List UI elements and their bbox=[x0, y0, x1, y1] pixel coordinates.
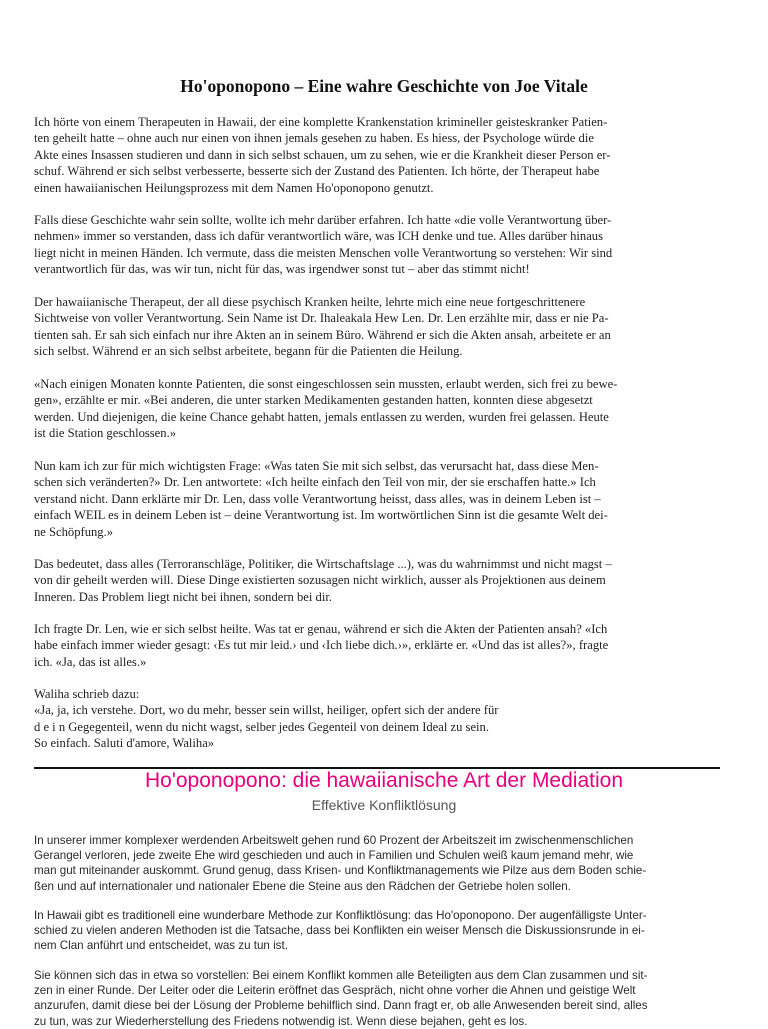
text-line: Ich fragte Dr. Len, wie er sich selbst heilte. Was tat er genau, während er sich die Akten der Patienten ansah? «Ich bbox=[34, 622, 608, 636]
text-line: habe einfach immer wieder gesagt: ‹Es tut mir leid.› und ‹Ich liebe dich.›», erklärte er. «Und das ist alles?», fragte bbox=[34, 638, 609, 653]
text-line: Der hawaiianische Therapeut, der all diese psychisch Kranken heilte, lehrte mich eine neue fortgeschrittenere bbox=[34, 295, 586, 309]
text-line: nehmen» immer so verstanden, dass ich dafür verantwortlich wäre, was ICH denke und tue. Alles darüber hinaus bbox=[34, 229, 603, 244]
text-line: Sie können sich das in etwa so vorstellen: Bei einem Konflikt kommen alle Beteiligten aus dem Clan zusammen und sit- bbox=[34, 969, 648, 982]
text-line: schied zu vielen anderen Methoden ist die Tatsache, dass bei Konflikten ein weiser Mensch die Diskussionsrunde in ei- bbox=[34, 924, 645, 938]
text-line: schuf. Während er sich selbst verbesserte, besserte sich der Zustand des Patienten. Ich hörte, der Therapeut habe bbox=[34, 164, 600, 179]
text-line: Ich hörte von einem Therapeuten in Hawaii, der eine komplette Krankenstation krimineller geisteskranker Patien- bbox=[34, 115, 608, 129]
text-line: tienten sah. Er sah sich einfach nur ihre Akten an in seinem Büro. Während er sich die Akten ansah, arbeitete er an bbox=[34, 327, 611, 342]
story-paragraph-5 bbox=[34, 458, 734, 540]
text-line: man gut miteinander auskommt. Grund genug, dass Krisen- und Konfliktmanagements wie Pilze aus dem Boden schie- bbox=[34, 864, 647, 878]
text-line: ich. «Ja, das ist alles.» bbox=[34, 654, 147, 669]
text-line: einen hawaiianischen Heilungsprozess mit dem Namen Ho'oponopono genutzt. bbox=[34, 180, 434, 195]
text-line: ten geheilt hatte – ohne auch nur einen von ihnen jemals gesehen zu haben. Es hiess, der Psychologe würde die bbox=[34, 131, 594, 146]
text-line: In Hawaii gibt es traditionell eine wunderbare Methode zur Konfliktlösung: das Ho'oponopono. Der augenfälligste Unter- bbox=[34, 909, 647, 922]
story-title: Ho'oponopono – Eine wahre Geschichte von Joe Vitale bbox=[180, 76, 588, 96]
article-paragraph-3 bbox=[34, 968, 734, 1029]
text-line: In unserer immer komplexer werdenden Arbeitswelt gehen rund 60 Prozent der Arbeitszeit im zwischenmenschlichen bbox=[34, 834, 634, 847]
text-line: von dir geheilt werden will. Diese Dinge existierten sozusagen nicht wirklich, ausser als Projektionen aus deinem bbox=[34, 573, 606, 588]
text-line: Akte eines Insassen studieren und dann in sich selbst schauen, um zu sehen, wie er die Krankheit dieser Person er- bbox=[34, 147, 611, 162]
text-line: liegt nicht in meinen Händen. Ich vermute, dass die meisten Menschen volle Verantwortung so verstehen: Wir sind bbox=[34, 245, 613, 260]
text-line: Sichtweise von voller Verantwortung. Sein Name ist Dr. Ihaleakala Hew Len. Dr. Len erzählte mir, dass er nie Pa- bbox=[34, 311, 609, 326]
text-line: zu tun, was zur Wiederherstellung des Friedens notwendig ist. Wenn diese bejahen, geht es los. bbox=[34, 1014, 528, 1028]
article-subtitle: Effektive Konfliktlösung bbox=[311, 797, 457, 813]
text-line: Inneren. Das Problem liegt nicht bei ihnen, sondern bei dir. bbox=[34, 589, 332, 604]
text-line: zen in einer Runde. Der Leiter oder die Leiterin eröffnet das Gespräch, nicht ohne vorher die Ahnen und geistige Welt bbox=[34, 984, 636, 998]
text-line: ßen und auf internationaler und nationaler Ebene die Steine aus den Rädchen der Getriebe holen sollen. bbox=[34, 879, 571, 893]
story-paragraph-6 bbox=[34, 556, 734, 605]
text-line: verstand nicht. Dann erklärte mir Dr. Len, dass volle Verantwortung heisst, dass alles, was in deinem Leben ist – bbox=[34, 491, 601, 506]
text-line: werden. Und diejenigen, die keine Chance gehabt hatten, jemals entlassen zu werden, wurden frei gelassen. Heute bbox=[34, 409, 609, 424]
story-paragraph-8 bbox=[34, 686, 734, 752]
text-line: Das bedeutet, dass alles (Terroranschläge, Politiker, die Wirtschaftslage ...), was du wahrnimmst und nicht magst – bbox=[34, 557, 612, 571]
text-line: «Ja, ja, ich verstehe. Dort, wo du mehr, besser sein willst, heiliger, opfert sich der andere für bbox=[34, 703, 499, 718]
text-line: gen», erzählte er mir. «Bei anderen, die unter starken Medikamenten gestanden hatten, konnten diese abgesetzt bbox=[34, 393, 593, 408]
story-paragraph-1 bbox=[34, 114, 734, 196]
text-line: «Nach einigen Monaten konnte Patienten, die sonst eingeschlossen sein mussten, erlaubt werden, sich frei zu bewe- bbox=[34, 377, 618, 391]
story-paragraph-7 bbox=[34, 621, 734, 670]
text-line: einfach WEIL es in deinem Leben ist – deine Verantwortung ist. Im wortwörtlichen Sinn ist die gesamte Welt dei- bbox=[34, 508, 608, 523]
text-line: d e i n Gegegenteil, wenn du nicht wagst, selber jedes Gegenteil von deinem Ideal zu sein. bbox=[34, 719, 489, 734]
text-line: Waliha schrieb dazu: bbox=[34, 687, 140, 701]
story-paragraph-3 bbox=[34, 294, 734, 360]
text-line: ist die Station geschlossen.» bbox=[34, 426, 177, 441]
article-paragraph-1 bbox=[34, 833, 734, 894]
story-paragraph-2 bbox=[34, 212, 734, 278]
text-line: schen sich veränderten?» Dr. Len antwortete: «Ich heilte einfach den Teil von mir, der sie erschaffen hatte.» Ich bbox=[34, 475, 596, 490]
article-title: Ho'oponopono: die hawaiianische Art der Mediation bbox=[145, 769, 623, 792]
text-line: anzurufen, damit diese bei der Lösung der Probleme behilflich sind. Dann fragt er, ob alle Anwesenden bereit sind, alles bbox=[34, 999, 648, 1013]
text-line: ne Schöpfung.» bbox=[34, 524, 114, 539]
text-line: Falls diese Geschichte wahr sein sollte, wollte ich mehr darüber erfahren. Ich hatte «die volle Verantwortung über- bbox=[34, 213, 612, 227]
text-line: Gerangel verloren, jede zweite Ehe wird geschieden und auch in Familien und Schulen weiß kaum jemand mehr, wie bbox=[34, 849, 634, 863]
text-line: sich selbst. Während er an sich selbst arbeitete, begann für die Patienten die Heilung. bbox=[34, 344, 463, 359]
text-line: nem Clan anführt und entscheidet, was zu tun ist. bbox=[34, 939, 288, 953]
text-line: So einfach. Saluti d'amore, Waliha» bbox=[34, 736, 215, 751]
article-paragraph-2 bbox=[34, 908, 734, 954]
text-line: verantwortlich für das, was wir tun, nicht für das, was irgendwer sonst tut – aber das stimmt nicht! bbox=[34, 262, 530, 277]
story-paragraph-4 bbox=[34, 376, 734, 442]
text-line: Nun kam ich zur für mich wichtigsten Frage: «Was taten Sie mit sich selbst, das verursacht hat, dass diese Men- bbox=[34, 459, 599, 473]
